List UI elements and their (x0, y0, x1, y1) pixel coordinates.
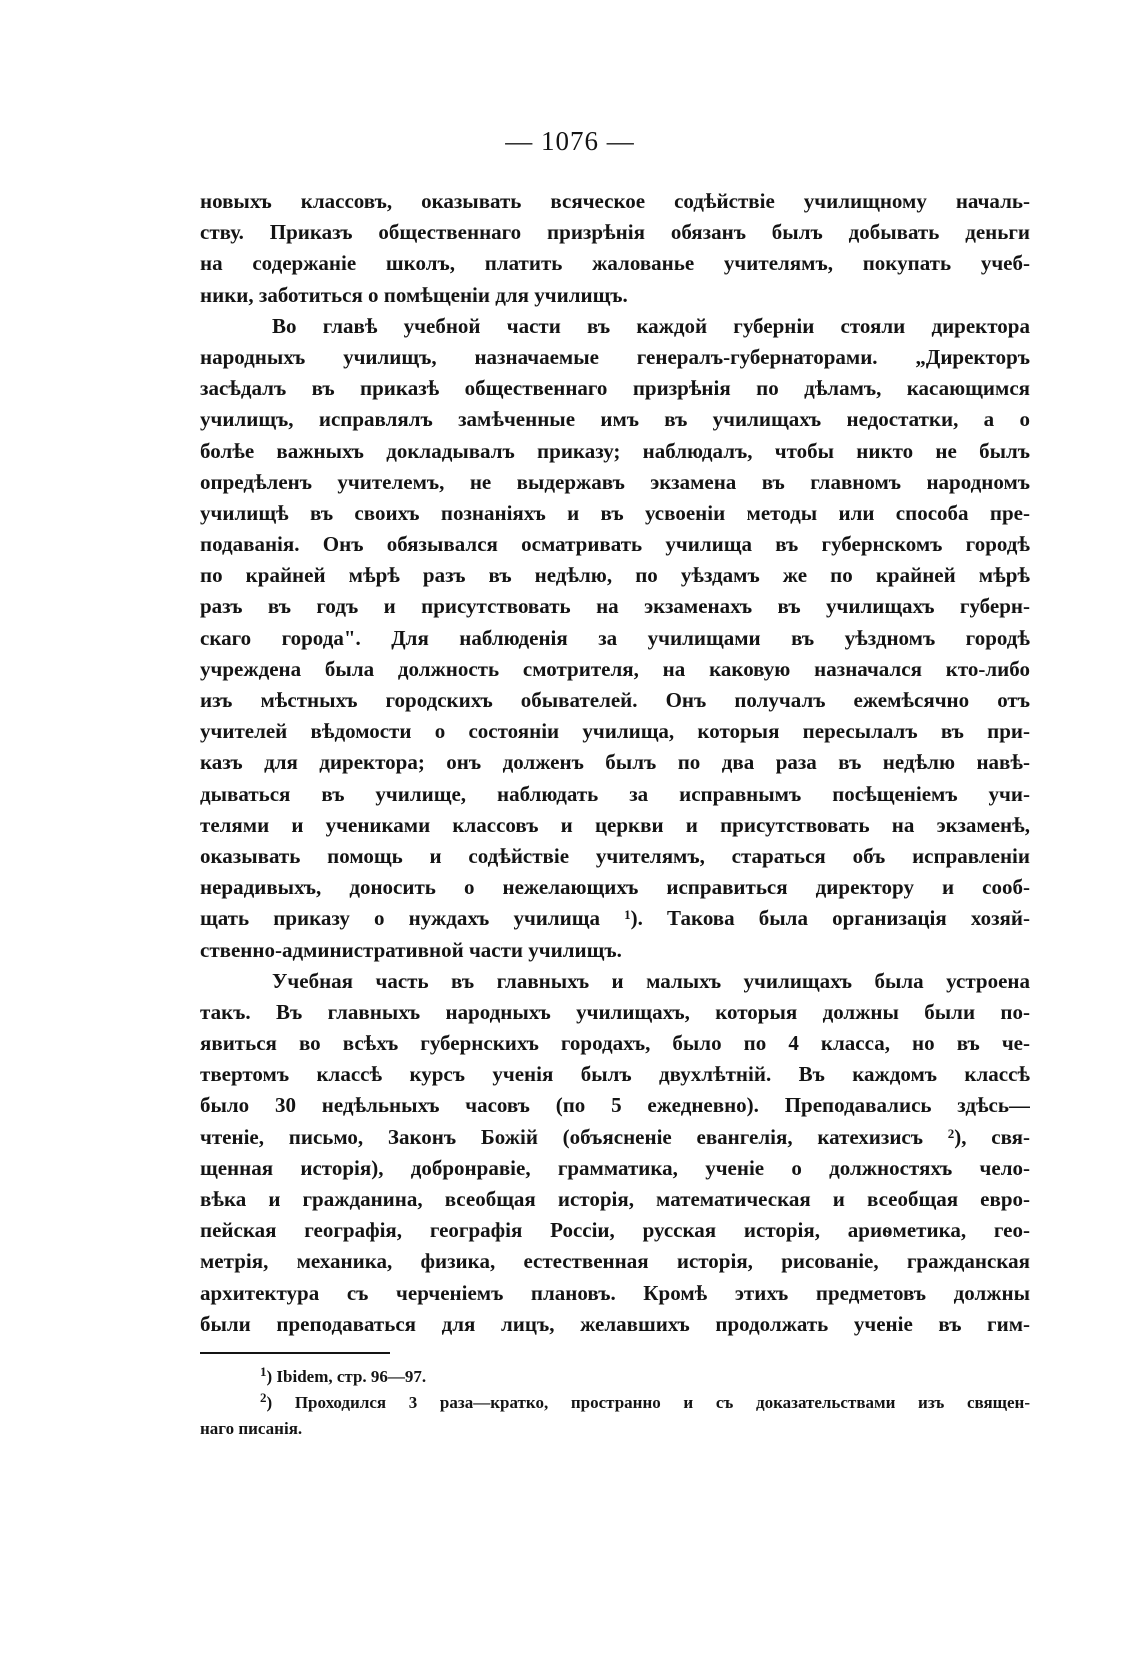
text-line: дываться въ училище, наблюдать за исправнымъ посѣщеніемъ учи- (200, 781, 1030, 806)
text-line: разъ въ годъ и присутствовать на экзаменахъ въ училищахъ губерн- (200, 594, 1030, 619)
text-line: явиться во всѣхъ губернскихъ городахъ, было по 4 класса, но въ че- (200, 1031, 1030, 1056)
text-line: метрія, механика, физика, естественная исторія, рисованіе, гражданская (200, 1249, 1030, 1274)
main-text (200, 186, 1030, 1340)
text-line-with-footnote-ref (200, 1122, 1030, 1153)
text-line: изъ мѣстныхъ городскихъ обывателей. Онъ получалъ ежемѣсячно отъ (200, 688, 1030, 712)
text-line: оказывать помощь и содѣйствіе учителямъ, стараться объ исправленіи (200, 843, 1030, 868)
paragraph-start-line: Учебная часть въ главныхъ и малыхъ училищахъ была устроена (272, 968, 1030, 993)
text-line: засѣдалъ въ приказѣ общественнаго призрѣнія по дѣламъ, касающимся (200, 376, 1030, 401)
footnote-mark-2: 2 (260, 1390, 267, 1405)
footnote-ref-2: 2 (947, 1125, 955, 1141)
text-line: ники, заботиться о помѣщеніи для училищъ. (200, 282, 628, 307)
text-line: на содержаніе школъ, платить жалованье учителямъ, покупать учеб- (200, 251, 1030, 276)
footnote-2 (200, 1390, 1030, 1416)
text-fragment: щать приказу о нуждахъ училища (200, 906, 600, 931)
text-line: щенная исторія), добронравіе, грамматика, ученіе о должностяхъ чело- (200, 1155, 1030, 1180)
text-line: народныхъ училищъ, назначаемые генералъ-губернаторами. „Директоръ (200, 344, 1030, 369)
paragraph-start-line: Во главѣ учебной части въ каждой губерніи стояли директора (272, 313, 1030, 338)
footnote-text: ) Проходился 3 раза—кратко, пространно и съ доказательствами изъ священ- (266, 1393, 1030, 1412)
text-line: ству. Приказъ общественнаго призрѣнія обязанъ былъ добывать деньги (200, 220, 1030, 245)
text-line: казъ для директора; онъ долженъ былъ по два раза въ недѣлю навѣ- (200, 750, 1030, 775)
footnote-divider (200, 1352, 390, 1354)
page-number: — 1076 — (505, 126, 635, 156)
footnote-ref-1: 1 (624, 907, 631, 923)
text-line: вѣка и гражданина, всеобщая исторія, математическая и всеобщая евро- (200, 1187, 1030, 1211)
text-line: опредѣленъ учителемъ, не выдержавъ экзамена въ главномъ народномъ (200, 469, 1030, 494)
text-line: болѣе важныхъ докладывалъ приказу; наблюдалъ, чтобы никто не былъ (200, 438, 1030, 463)
text-line: нерадивыхъ, доносить о нежелающихъ исправиться директору и сооб- (200, 875, 1030, 900)
text-line: телями и учениками классовъ и церкви и присутствовать на экзаменѣ, (200, 812, 1030, 837)
text-line: учреждена была должность смотрителя, на каковую назначался кто-либо (200, 656, 1030, 681)
footnote-2-continuation: наго писанія. (200, 1419, 303, 1438)
text-line: такъ. Въ главныхъ народныхъ училищахъ, которыя должны были по- (200, 999, 1030, 1024)
footnote-mark-1: 1 (260, 1364, 267, 1379)
footnote-1 (200, 1364, 1030, 1390)
text-line: скаго города". Для наблюденія за училищами въ уѣздномъ городѣ (200, 625, 1030, 650)
text-line: училищъ, исправлялъ замѣченные имъ въ училищахъ недостатки, а о (200, 407, 1030, 432)
text-line: по крайней мѣрѣ разъ въ недѣлю, по уѣздамъ же по крайней мѣрѣ (200, 563, 1030, 588)
text-line-with-footnote-ref (200, 903, 1030, 934)
text-line: твертомъ классѣ курсъ ученія былъ двухлѣтній. Въ каждомъ классѣ (200, 1062, 1030, 1087)
text-line: пейская географія, географія Россіи, русская исторія, ариѳметика, гео- (200, 1218, 1030, 1243)
footnote-text: ) Ibidem, стр. 96—97. (266, 1367, 427, 1386)
text-line: было 30 недѣльныхъ часовъ (по 5 ежедневно). Преподавались здѣсь— (200, 1093, 1030, 1118)
footnotes (200, 1364, 1030, 1442)
text-fragment: ). Такова была организація хозяй- (630, 906, 1030, 931)
text-line: были преподаваться для лицъ, желавшихъ продолжать ученіе въ гим- (200, 1311, 1030, 1336)
text-line: подаванія. Онъ обязывался осматривать училища въ губернскомъ городѣ (200, 532, 1030, 557)
text-line: училищѣ въ своихъ познаніяхъ и въ усвоеніи методы или способа пре- (200, 500, 1030, 525)
text-line: архитектура съ черченіемъ плановъ. Кромѣ этихъ предметовъ должны (200, 1280, 1030, 1305)
text-line: учителей вѣдомости о состояніи училища, которыя пересылалъ въ при- (200, 719, 1030, 744)
text-line: ственно-административной части училищъ. (200, 937, 622, 962)
text-fragment: ), свя- (954, 1124, 1030, 1149)
text-line: новыхъ классовъ, оказывать всяческое содѣйствіе училищному началь- (200, 189, 1030, 213)
text-fragment: чтеніе, письмо, Законъ Божій (объясненіе евангелія, катехизисъ (200, 1124, 923, 1149)
